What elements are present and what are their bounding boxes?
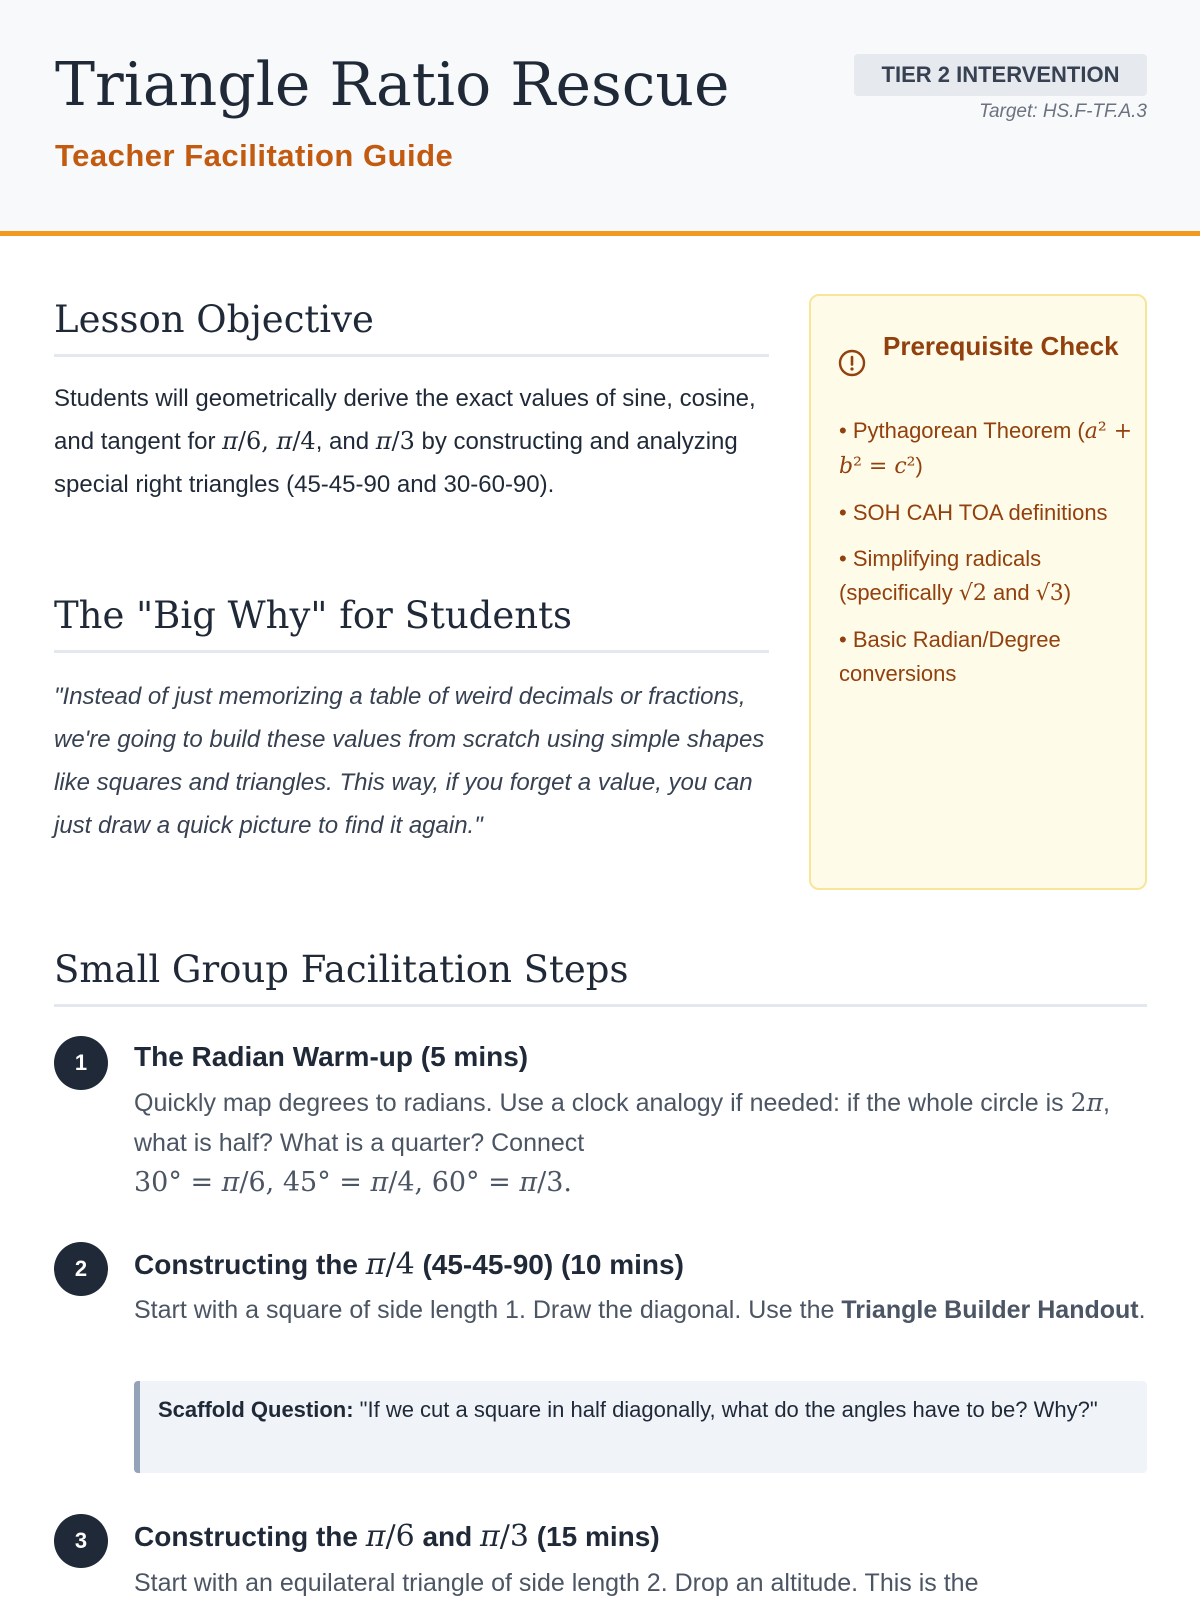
step-title: The Radian Warm-up (5 mins) xyxy=(134,1041,529,1072)
objective-divider xyxy=(54,354,769,357)
list-item: • SOH CAH TOA definitions xyxy=(839,500,1108,525)
steps-divider xyxy=(54,1004,1147,1007)
prerequisite-title: Prerequisite Check xyxy=(883,331,1119,361)
step-title: Constructing the π/6 and π/3 (15 mins) xyxy=(134,1519,660,1554)
big-why-heading: The "Big Why" for Students xyxy=(54,594,572,637)
big-why-divider xyxy=(54,650,769,653)
standard-target: Target: HS.F-TF.A.3 xyxy=(979,101,1147,122)
objective-heading: Lesson Objective xyxy=(54,298,374,341)
prerequisite-list xyxy=(839,414,1137,703)
steps-heading: Small Group Facilitation Steps xyxy=(54,948,629,991)
step-number-badge: 1 xyxy=(54,1036,108,1090)
step-number-badge: 2 xyxy=(54,1242,108,1296)
page-title: Triangle Ratio Rescue xyxy=(55,50,730,120)
step-number-badge: 3 xyxy=(54,1514,108,1568)
handout-reference: Triangle Builder Handout xyxy=(841,1296,1139,1324)
step-description: Start with a square of side length 1. Draw the diagonal. Use the Triangle Builder Handout. xyxy=(134,1296,1146,1324)
list-item: • Simplifying radicals (specifically √2 and √3) xyxy=(839,546,1072,606)
objective-text: Students will geometrically derive the exact values of sine, cosine, and tangent for π/6, π/4, and π/3 by constructing and analyzing special right triangles (45-45-90 and 30-60-90). xyxy=(54,385,756,498)
prerequisite-check-card xyxy=(809,294,1147,890)
page-subtitle: Teacher Facilitation Guide xyxy=(55,138,454,173)
list-item: • Pythagorean Theorem (a² + b² = c²) xyxy=(839,418,1133,479)
list-item: • Basic Radian/Degree conversions xyxy=(839,627,1061,686)
page-header xyxy=(0,0,1200,236)
tier-badge: TIER 2 INTERVENTION xyxy=(854,54,1147,96)
scaffold-question-callout: Scaffold Question: "If we cut a square in half diagonally, what do the angles have to be? Why?" xyxy=(134,1381,1147,1473)
step-description: Start with an equilateral triangle of side length 2. Drop an altitude. This is the xyxy=(134,1569,979,1597)
step-title: Constructing the π/4 (45-45-90) (10 mins) xyxy=(134,1247,684,1282)
step-description: Quickly map degrees to radians. Use a clock analogy if needed: if the whole circle is 2π, what is half? What is a quarter? Connect 30° = π/6, 45° = π/4, 60° = π/3. xyxy=(134,1088,1110,1198)
big-why-quote: "Instead of just memorizing a table of weird decimals or fractions, we're going to build these values from scratch using simple shapes like squares and triangles. This way, if you forget a value, you can just draw a quick picture to find it again." xyxy=(54,683,765,839)
alert-circle-icon xyxy=(838,349,866,377)
